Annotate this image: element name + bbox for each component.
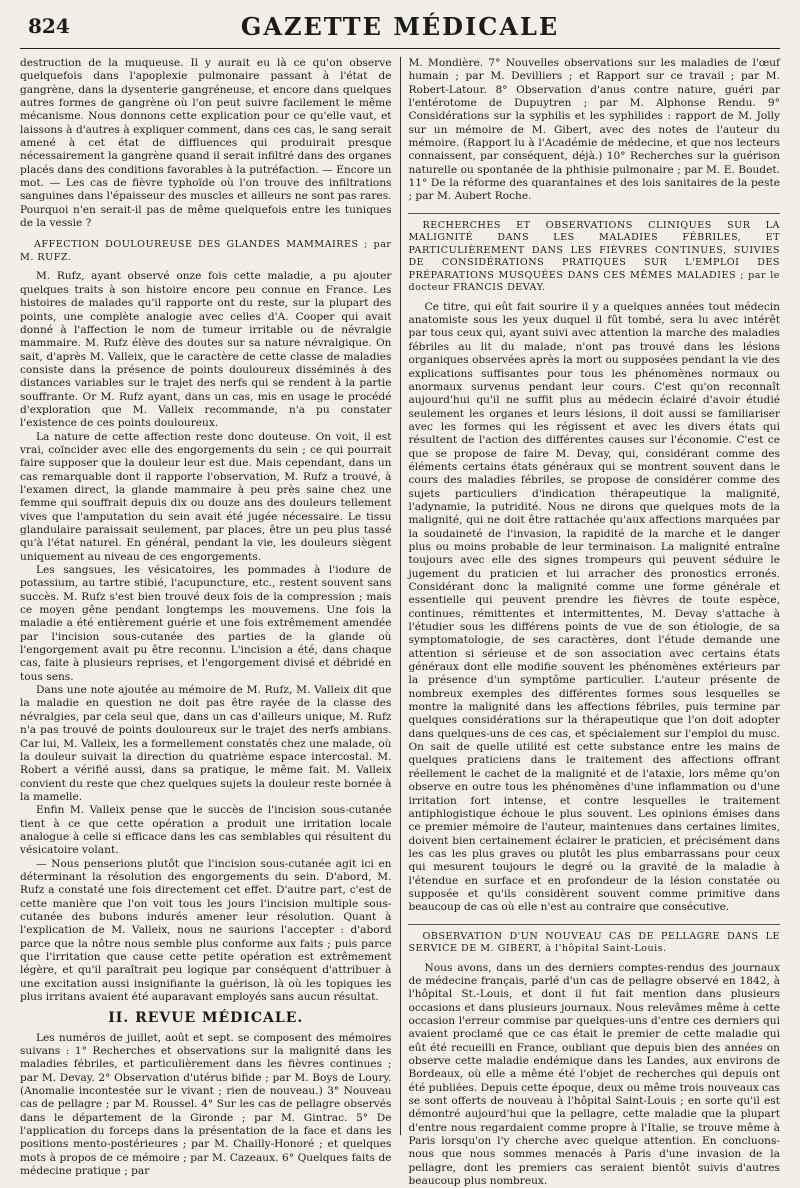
paragraph: M. Rufz, ayant observé onze fois cette maladie, a pu ajouter quelques traits à son histoire encore peu connue en France. Les histoires de malades qu'il rapporte ont du reste, sur la plupart des points, une complète analogie avec celles d'A. Cooper qui avait donné à l'affection le nom de tumeur irritable ou de névralgie mammaire. M. Rufz élève des doutes sur sa nature névralgique. On sait, d'après M. Valleix, que le caractère de cette classe de maladies consiste dans la présence de points douloureux disséminés à des distances variables sur le trajet des nerfs qui se rendent à la partie souffrante. Or M. Rufz ayant, dans un cas, mis en usage le procédé d'exploration que M. Valleix recommande, n'a pu constater l'existence de ces points douloureux.: [20, 270, 392, 430]
paragraph: — Nous penserions plutôt que l'incision sous-cutanée agit ici en déterminant la résolution des engorgements du sein. D'abord, M. Rufz a constaté une fois directement cet effet. D'autre part, c'est de cette manière que l'on voit tous les jours l'incision multiple sous-cutanée des bubons indurés amener leur résolution. Quant à l'explication de M. Valleix, nous ne saurions l'accepter : d'abord parce que la nôtre nous semble plus conforme aux faits ; puis parce que l'irritation que cause cette petite opération est extrêmement légère, et qu'il paraîtrait peu logique par conséquent d'attribuer à une excitation aussi insignifiante la guérison, là où les topiques les plus irritans avaient été auparavant employés sans aucun résultat.: [20, 857, 392, 1004]
paragraph: La nature de cette affection reste donc douteuse. On voit, il est vrai, coïncider avec elle des engorgements du sein ; ce qui pourrait faire supposer que la douleur leur est due. Mais cependant, dans un cas remarquable dont il rapporte l'observation, M. Rufz a trouvé, à l'examen direct, la glande mammaire à peu près saine chez une femme qui souffrait depuis dix ou douze ans des douleurs tellement vives que l'amputation du sein avait été jugée nécessaire. Le tissu glandulaire paraissait seulement, par places, être un peu plus tassé qu'à l'état naturel. En général, pendant la vie, les douleurs siègent uniquement au niveau de ces engorgements.: [20, 430, 392, 563]
paragraph: Nous avons, dans un des derniers comptes-rendus des journaux de médecine français, parlé d'un cas de pellagre observé en 1842, à l'hôpital St.-Louis, et dont il fut fait mention dans plusieurs occasions et dans plusieurs journaux. Nous relevâmes même à cette occasion l'erreur commise par quelques-uns d'entre ces derniers qui avaient proclamé que ce cas était le premier de cette maladie qui eût été recueilli en France, oubliant que depuis bien des années on observe cette maladie endémique dans les Landes, aux environs de Bordeaux, où elle a même été l'objet de recherches qui depuis ont été publiées. Depuis cette époque, deux ou même trois nouveaux cas se sont offerts de nouveau à l'hôpital Saint-Louis ; en sorte qu'il est démontré aujourd'hui que la pellagre, cette maladie que la plupart d'entre nous regardaient comme propre à l'Italie, se trouve même à Paris lorsqu'on l'y cherche avec quelque attention. En concluons-nous que nous sommes menacés à Paris d'une invasion de la pellagre, dont les premiers cas seraient bientôt suivis d'autres beaucoup plus nombreux.: [408, 961, 780, 1188]
running-head: [20, 8, 780, 49]
paragraph: Enfin M. Valleix pense que le succès de l'incision sous-cutanée tient à ce que cette opération a produit une irritation locale analogue à celle si efficace dans les cas semblables qui résultent du vésicatoire volant.: [20, 804, 392, 857]
paragraph: Les sangsues, les vésicatoires, les pommades à l'iodure de potassium, au tartre stibié, l'acupuncture, etc., restent souvent sans succès. M. Rufz s'est bien trouvé deux fois de la compression ; mais ce moyen gêne pendant longtemps les mouvemens. Une fois la maladie a été entièrement guérie et une fois extrêmement amendée par l'incision sous-cutanée des parties de la glande où l'engorgement avait pu être reconnu. L'incision a été, dans chaque cas, faite à plusieurs reprises, et l'engorgement divisé et débridé en tous sens.: [20, 564, 392, 683]
paragraph: destruction de la muqueuse. Il y aurait eu là ce qu'on observe quelquefois dans l'apoplexie pulmonaire passant à l'état de gangrène, dans la dysenterie gangréneuse, et encore dans quelques autres formes de gangrène où l'on peut suivre facilement le même mécanisme. Nous donnons cette explication pour ce qu'elle vaut, et laissons à d'autres à expliquer comment, dans ces cas, le sang serait amené à cet état de diffluences qui produirait presque nécessairement la gangrène quand il serait infiltré dans des organes placés dans des conditions favorables à la putréfaction. — Encore un mot. — Les cas de fièvre typhoïde où l'on trouve des infiltrations sanguines dans l'épaisseur des muscles et ailleurs ne sont pas rares. Pourquoi n'en serait-il pas de même quelquefois entre les tuniques de la vessie ?: [20, 57, 392, 230]
page-number: 824: [28, 14, 70, 38]
paragraph: Les numéros de juillet, août et sept. se composent des mémoires suivans : 1° Recherches et observations sur la malignité dans les maladies fébriles, et particulièrement dans les fièvres continues ; par M. Devay. 2° Observation d'utérus bifide ; par M. Boys de Loury. (Anomalie incontestée sur le vivant ; rien de nouveau.) 3° Nouveau cas de pellagre ; par M. Roussel. 4° Sur les cas de pellagre observés dans le département de la Gironde ; par M. Gintrac. 5° De l'application du forceps dans la présentation de la face et dans les positions mento-postérieures ; par M. Chailly-Honoré ; et quelques mots à propos de ce mémoire ; par M. Cazeaux. 6° Quelques faits de médecine pratique ; par: [20, 1031, 392, 1178]
right-column: [408, 57, 780, 1188]
section-heading: AFFECTION DOULOUREUSE DES GLANDES MAMMAIRES ; par M. RUFZ.: [20, 239, 392, 263]
section-heading: OBSERVATION D'UN NOUVEAU CAS DE PELLAGRE DANS LE SERVICE DE M. GIBERT, à l'hôpital Saint-Louis.: [408, 924, 780, 956]
left-column: [20, 57, 392, 1178]
paragraph: M. Mondière. 7° Nouvelles observations sur les maladies de l'œuf humain ; par M. Devilliers ; et Rapport sur ce travail ; par M. Robert-Latour. 8° Observation d'anus contre nature, guéri par l'entérotome de Dupuytren ; par M. Alphonse Rendu. 9° Considérations sur la syphilis et les syphilides : rapport de M. Jolly sur un mémoire de M. Gibert, avec des notes de l'auteur du mémoire. (Rapport lu à l'Académie de médecine, et que nos lecteurs connaissent, par conséquent, déjà.) 10° Recherches sur la guérison naturelle ou spontanée de la phthisie pulmonaire ; par M. E. Boudet. 11° De la réforme des quarantaines et des lois sanitaires de la peste ; par M. Aubert Roche.: [408, 57, 780, 203]
paragraph: Dans une note ajoutée au mémoire de M. Rufz, M. Valleix dit que la maladie en question ne doit pas être rayée de la classe des névralgies, par cela seul que, dans un cas d'ailleurs unique, M. Rufz n'a pas trouvé de points douloureux sur le trajet des nerfs ambians. Car lui, M. Valleix, les a formellement constatés chez une malade, où la douleur suivait la direction du quatrième espace intercostal. M. Robert a vérifié aussi, dans sa pratique, le même fait. M. Valleix convient du reste que chez quelques sujets la douleur reste bornée à la mamelle.: [20, 684, 392, 803]
paragraph: Ce titre, qui eût fait sourire il y a quelques années tout médecin anatomiste sous les yeux duquel il fût tombé, sera lu avec intérêt par tous ceux qui, ayant suivi avec attention la marche des maladies fébriles au lit du malade, n'ont pas trouvé dans les lésions organiques observées après la mort ou supposées pendant la vie des explications suffisantes pour tous les phénomènes normaux ou anormaux survenus pendant leur cours. C'est qu'on reconnaît aujourd'hui qu'il ne suffit plus au médecin éclairé d'avoir étudié seulement les organes et leurs lésions, il doit aussi se familiariser avec les formes qui les régissent et avec les divers états qui résultent de l'action des différentes causes sur l'économie. C'est ce que se propose de faire M. Devay, qui, considérant comme des éléments certains états généraux qui se montrent souvent dans le cours des maladies fébriles, se propose de considérer comme des sujets particuliers d'indication thérapeutique la malignité, l'adynamie, la putridité. Nous ne dirons que quelques mots de la malignité, qui ne doit être rattachée qu'aux affections marquées par la soudaineté de l'invasion, la rapidité de la marche et le danger plus ou moins probable de leur terminaison. La malignité entraîne toujours avec elle des signes trompeurs qui peuvent séduire le jugement du praticien et lui arracher des pronostics erronés. Considérant donc la malignité comme une forme générale et essentielle qui peuvent prendre les fièvres de toute espèce, continues, rémittentes et intermittentes, M. Devay s'attache à l'étudier sous les différens points de vue de son étiologie, de sa symptomatologie, de ses caractères, dont l'étude demande une attention si sérieuse et de son association avec certains états généraux dont elle modifie souvent les phénomènes extérieurs par la présence d'un symptôme particulier. L'auteur présente de nombreux exemples des différentes formes sous lesquelles se montre la malignité dans les affections fébriles, puis termine par quelques considérations sur la thérapeutique que l'on doit adopter dans quelques-uns de ces cas, et spécialement sur l'emploi du musc. On sait de quelle utilité est cette substance entre les mains de quelques praticiens dans le traitement des affections offrant réellement le cachet de la malignité et de l'ataxie, lors même qu'on observe en outre tous les phénomènes d'une inflammation ou d'une irritation fort intense, et contre lesquelles le traitement antiphlogistique échoue le plus souvent. Les opinions émises dans ce premier mémoire de l'auteur, maintenues dans certaines limites, doivent bien certainement éclairer le praticien, et précisément dans les cas les plus graves ou plutôt les plus embarrassans pour ceux qui mesurent toujours le degré ou la gravité de la maladie à l'étendue en surface et en profondeur de la lésion constatée ou supposée et qu'ils considèrent souvent comme primitive dans beaucoup de cas où elle n'est au contraire que consécutive.: [408, 300, 780, 914]
part-title: II. REVUE MÉDICALE.: [108, 1010, 304, 1027]
column-divider: [400, 57, 401, 1135]
section-heading: RECHERCHES ET OBSERVATIONS CLINIQUES SUR LA MALIGNITÉ DANS LES MALADIES FÉBRILES, ET PARTICULIÈREMENT DANS LES FIÈVRES CONTINUES, SUIVIES DE CONSIDÉRATIONS PRATIQUES SUR L'EMPLOI DES PRÉPARATIONS MUSQUÉES DANS CES MÊMES MALADIES ; par le docteur FRANCIS DEVAY.: [408, 213, 780, 295]
journal-title: GAZETTE MÉDICALE: [240, 12, 560, 41]
text-columns: [20, 57, 780, 1188]
